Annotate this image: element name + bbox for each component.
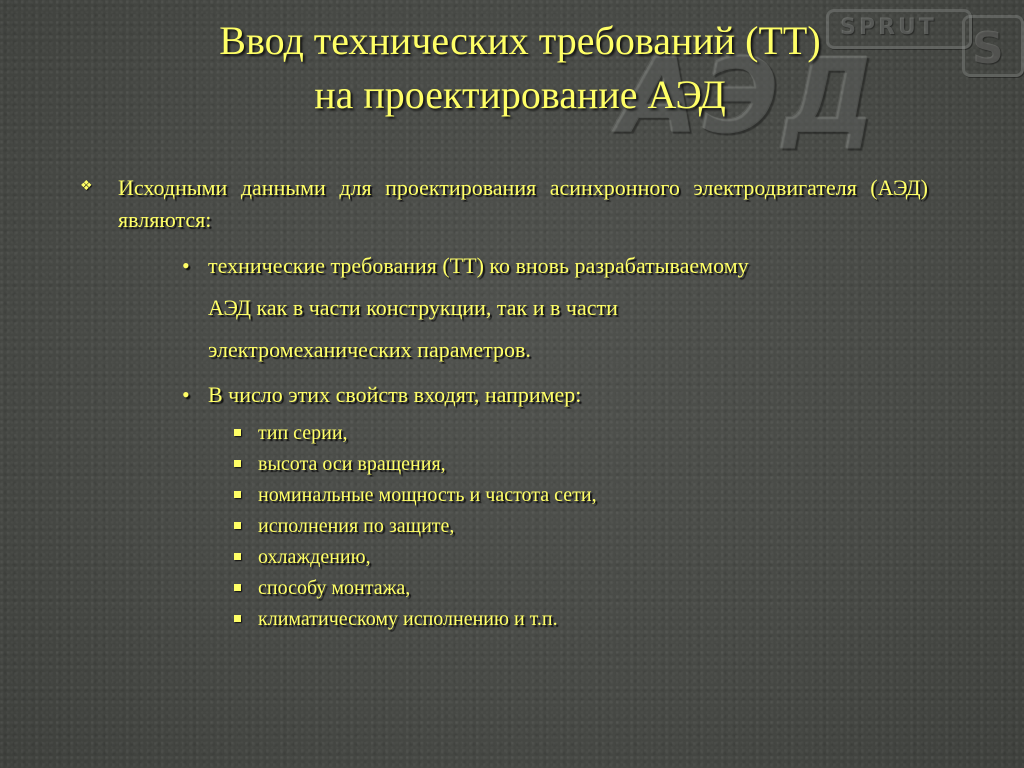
title-line-1: Ввод технических требований (ТТ) bbox=[219, 18, 821, 63]
list-item-text: способу монтажа, bbox=[258, 577, 411, 599]
list-item-text: исполнения по защите, bbox=[258, 515, 455, 537]
list-item-text: высота оси вращения, bbox=[258, 453, 446, 475]
dot-bullet-icon: • bbox=[182, 253, 190, 278]
list-item-text: охлаждению, bbox=[258, 546, 371, 568]
square-bullet-icon bbox=[234, 584, 241, 591]
requirements-line-1: технические требования (ТТ) ко вновь разрабатываемому bbox=[208, 253, 749, 278]
square-bullet-icon bbox=[234, 429, 241, 436]
list-item-text: климатическому исполнению и т.п. bbox=[258, 608, 558, 630]
logo-s-mark: S bbox=[972, 23, 1004, 74]
bullet-level2-requirements bbox=[208, 245, 928, 371]
dot-bullet-icon: • bbox=[182, 382, 190, 407]
diamond-bullet-icon: ❖ bbox=[80, 179, 93, 194]
bullet-level1-text: Исходными данными для проектирования асинхронного электродвигателя (АЭД) являются: bbox=[118, 175, 928, 232]
requirements-line-2: АЭД как в части конструкции, так и в части bbox=[208, 295, 618, 320]
square-bullet-icon bbox=[234, 553, 241, 560]
square-bullet-icon bbox=[234, 460, 241, 467]
square-bullet-icon bbox=[234, 615, 241, 622]
logo-brand-big: АЭД bbox=[618, 35, 880, 157]
requirements-line-3: электромеханических параметров. bbox=[208, 337, 531, 362]
list-item-text: номинальные мощность и частота сети, bbox=[258, 484, 597, 506]
slide-title bbox=[0, 14, 1024, 122]
square-bullet-icon bbox=[234, 522, 241, 529]
square-bullet-icon bbox=[234, 491, 241, 498]
title-line-2: на проектирование АЭД bbox=[314, 72, 726, 117]
bullet-level2-properties: В число этих свойств входят, например: bbox=[208, 382, 582, 407]
list-item-text: тип серии, bbox=[258, 422, 348, 444]
logo-brand-small: SPRUT bbox=[840, 15, 937, 40]
